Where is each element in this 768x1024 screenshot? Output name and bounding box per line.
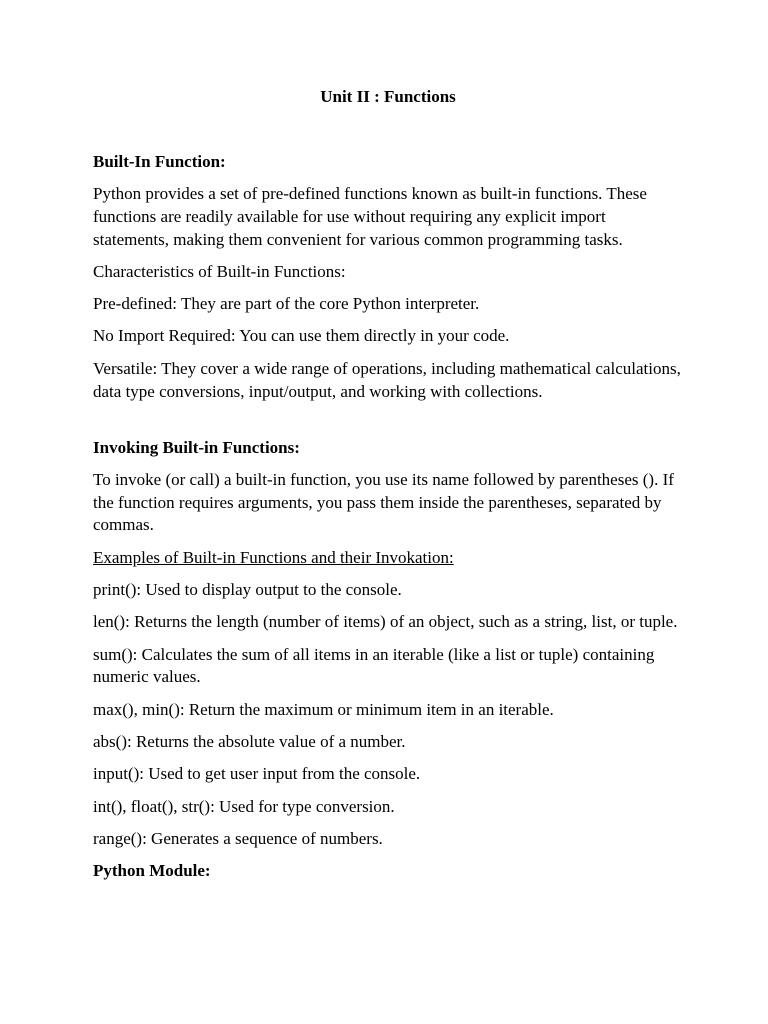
example-item: abs(): Returns the absolute value of a number. bbox=[93, 732, 406, 752]
example-item: len(): Returns the length (number of items) of an object, such as a string, list, or tuple. bbox=[93, 612, 678, 632]
characteristic-item: Pre-defined: They are part of the core Python interpreter. bbox=[93, 294, 480, 314]
section-heading-built-in-function: Built-In Function: bbox=[93, 152, 226, 171]
example-item: print(): Used to display output to the console. bbox=[93, 580, 402, 600]
characteristics-label: Characteristics of Built-in Functions: bbox=[93, 261, 346, 281]
section-heading-invoking: Invoking Built-in Functions: bbox=[93, 437, 300, 457]
examples-label: Examples of Built-in Functions and their Invokation: bbox=[93, 547, 454, 567]
example-item: int(), float(), str(): Used for type conversion. bbox=[93, 796, 395, 816]
example-item: max(), min(): Return the maximum or minimum item in an iterable. bbox=[93, 699, 554, 719]
page-title: Unit II : Functions bbox=[320, 87, 456, 106]
document-page bbox=[93, 86, 683, 892]
section-intro-paragraph: Python provides a set of pre-defined functions known as built-in functions. These functions are readily available for use without requiring any explicit import statements, making them convenient for various common programming tasks. bbox=[93, 184, 647, 249]
example-item: range(): Generates a sequence of numbers. bbox=[93, 828, 383, 848]
characteristic-item: Versatile: They cover a wide range of operations, including mathematical calculations, data type conversions, input/output, and working with collections. bbox=[93, 358, 681, 401]
section-spacer bbox=[93, 413, 683, 437]
example-item: sum(): Calculates the sum of all items in an iterable (like a list or tuple) containing numeric values. bbox=[93, 644, 655, 687]
characteristic-item: No Import Required: You can use them directly in your code. bbox=[93, 326, 510, 346]
invoking-intro-paragraph: To invoke (or call) a built-in function, you use its name followed by parentheses (). If the function requires arguments, you pass them inside the parentheses, separated by commas. bbox=[93, 469, 674, 535]
example-item: input(): Used to get user input from the console. bbox=[93, 764, 421, 784]
section-heading-python-module: Python Module: bbox=[93, 861, 211, 881]
